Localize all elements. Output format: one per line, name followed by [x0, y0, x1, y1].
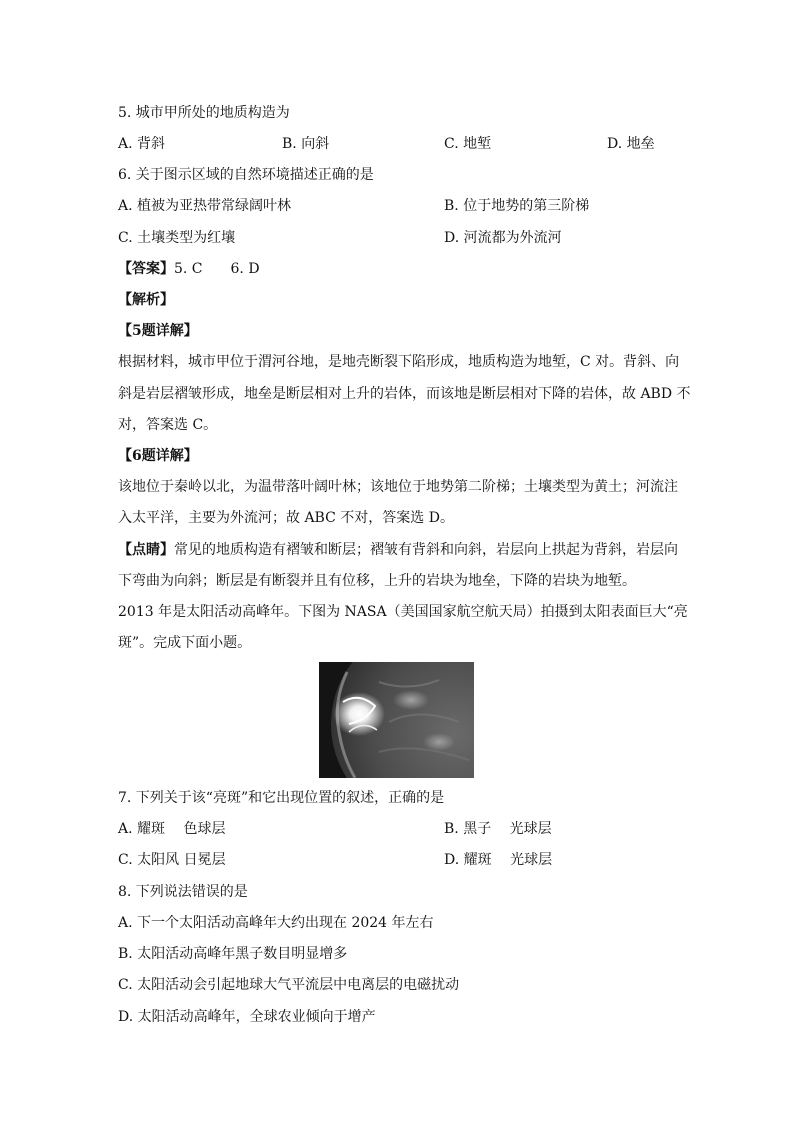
- q7-option-d: D. 耀斑 光球层: [444, 852, 553, 868]
- q7-option-c: C. 太阳风 日冕层: [118, 852, 226, 868]
- dianjing-text-1: 常见的地质构造有褶皱和断层；褶皱有背斜和向斜，岩层向上拱起为背斜，岩层向: [174, 542, 678, 558]
- q6-option-b: B. 位于地势的第三阶梯: [444, 198, 590, 214]
- q7-option-b: B. 黑子 光球层: [444, 821, 552, 837]
- analysis-label: 【解析】: [118, 292, 174, 308]
- detail-5-label: 【5题详解】: [118, 323, 198, 339]
- answer-line: [118, 259, 260, 279]
- detail-5-line-1: 根据材料，城市甲位于渭河谷地，是地壳断裂下陷形成，地质构造为地堑，C 对。背斜、向: [118, 354, 680, 370]
- detail-6-label: 【6题详解】: [118, 448, 198, 464]
- q5-option-c: C. 地堑: [444, 136, 492, 152]
- q6-option-c: C. 土壤类型为红壤: [118, 230, 236, 246]
- sun-flare-image: [319, 662, 474, 778]
- dianjing-line-1: [118, 540, 678, 560]
- intro-line-1: 2013 年是太阳活动高峰年。下图为 NASA（美国国家航空航天局）拍摄到太阳表面巨大“亮: [118, 604, 688, 620]
- q8-option-d: D. 太阳活动高峰年，全球农业倾向于增产: [118, 1009, 376, 1025]
- detail-6-line-1: 该地位于秦岭以北，为温带落叶阔叶林；该地位于地势第二阶梯；土壤类型为黄土；河流注: [118, 479, 678, 495]
- q6-option-d: D. 河流都为外流河: [444, 230, 562, 246]
- intro-line-2: 斑”。完成下面小题。: [118, 635, 252, 651]
- dianjing-line-2: 下弯曲为向斜；断层是有断裂并且有位移，上升的岩块为地垒，下降的岩块为地堑。: [118, 573, 636, 589]
- question-5-stem: 5. 城市甲所处的地质构造为: [118, 105, 290, 121]
- q5-option-b: B. 向斜: [282, 136, 330, 152]
- detail-5-line-2: 斜是岩层褶皱形成，地垒是断层相对上升的岩体，而该地是断层相对下降的岩体，故 ABD 不: [118, 386, 691, 402]
- detail-6-line-2: 入太平洋，主要为外流河；故 ABC 不对，答案选 D。: [118, 510, 454, 526]
- q5-option-d: D. 地垒: [607, 136, 655, 152]
- q5-option-a: A. 背斜: [118, 136, 166, 152]
- q8-option-c: C. 太阳活动会引起地球大气平流层中电离层的电磁扰动: [118, 977, 460, 993]
- answer-text: 5. C 6. D: [174, 261, 260, 277]
- detail-5-line-3: 对，答案选 C。: [118, 417, 218, 433]
- question-7-stem: 7. 下列关于该“亮斑”和它出现位置的叙述，正确的是: [118, 790, 445, 806]
- question-8-stem: 8. 下列说法错误的是: [118, 884, 248, 900]
- dianjing-label: 【点睛】: [118, 542, 174, 558]
- q8-option-a: A. 下一个太阳活动高峰年大约出现在 2024 年左右: [118, 915, 434, 931]
- answer-label: 【答案】: [118, 261, 174, 277]
- question-6-stem: 6. 关于图示区域的自然环境描述正确的是: [118, 167, 374, 183]
- q7-option-a: A. 耀斑 色球层: [118, 821, 226, 837]
- q8-option-b: B. 太阳活动高峰年黑子数目明显增多: [118, 946, 348, 962]
- q6-option-a: A. 植被为亚热带常绿阔叶林: [118, 198, 292, 214]
